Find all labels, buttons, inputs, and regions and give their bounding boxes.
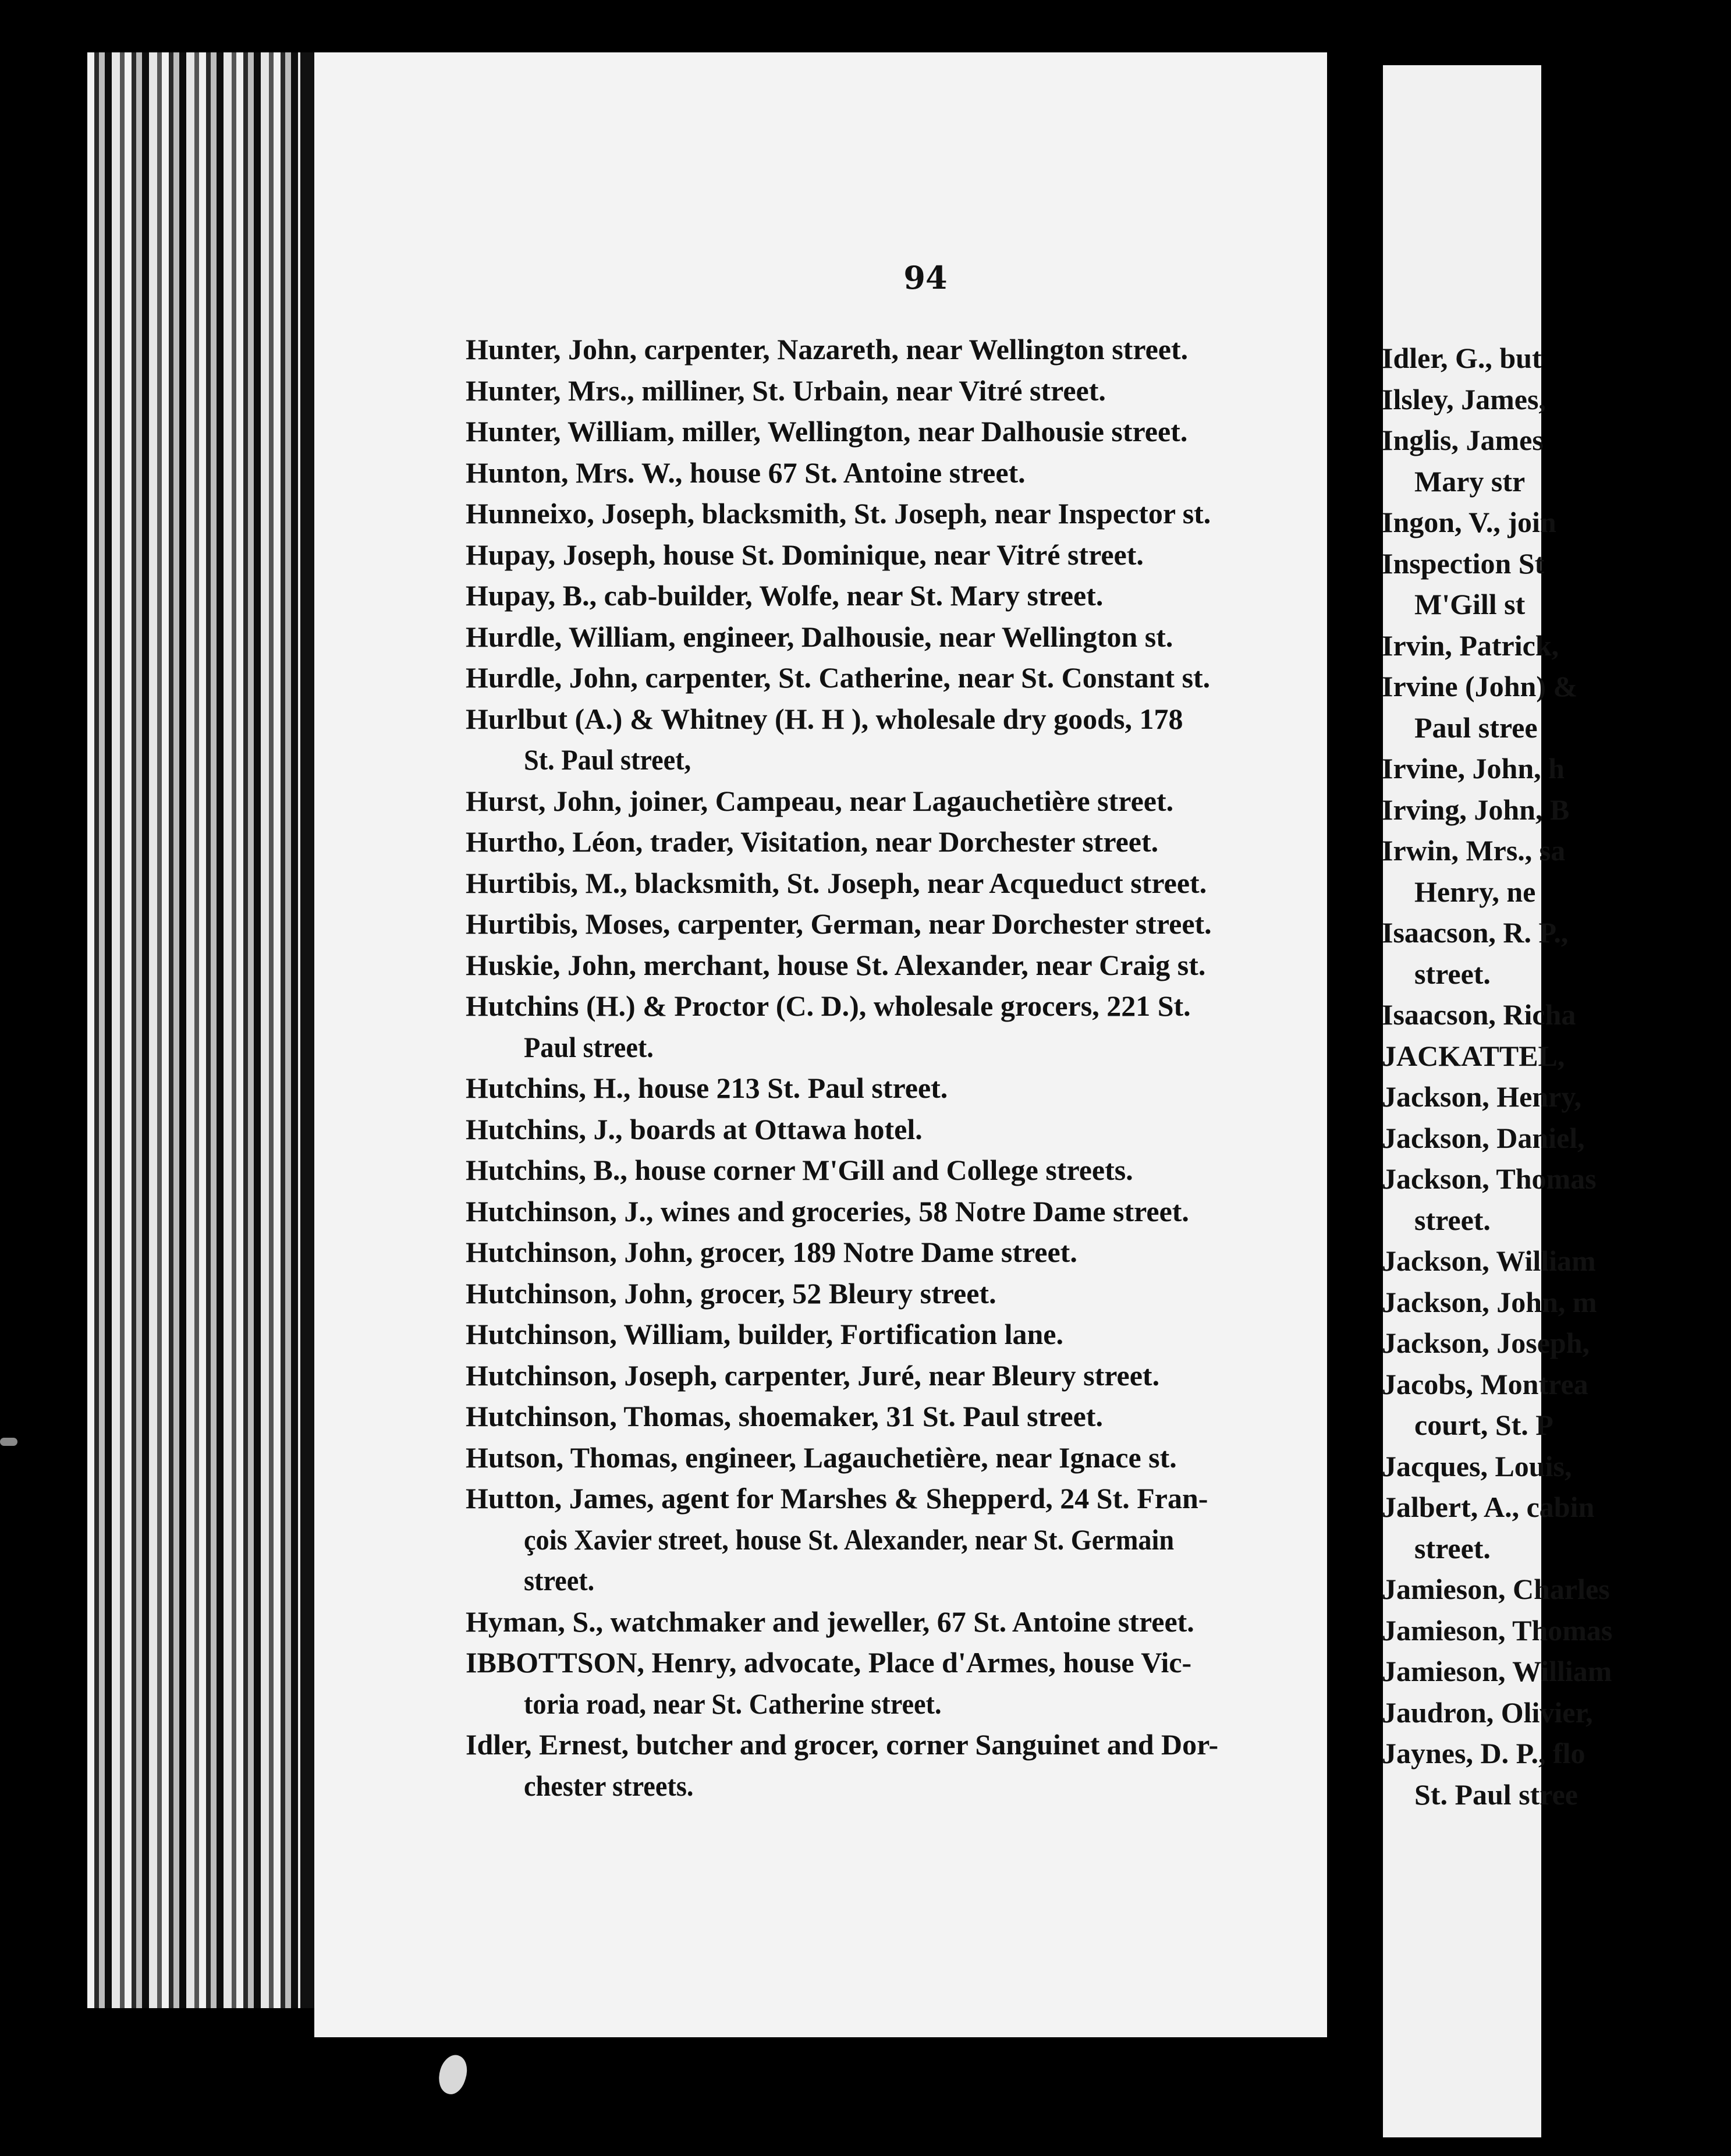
facing-page-line: Henry, ne <box>1414 875 1536 908</box>
directory-entry: Huskie, John, merchant, house St. Alexander, near Craig st. <box>466 948 1206 981</box>
facing-page-line: Isaacson, R. P., <box>1382 916 1569 949</box>
facing-page-line: Jackson, John, m <box>1382 1285 1597 1318</box>
book-gutter <box>1327 52 1383 2156</box>
directory-entry: Hutton, James, agent for Marshes & Shepperd, 24 St. Fran- <box>466 1482 1208 1515</box>
page-fore-edge <box>87 52 314 2008</box>
facing-page-line: Ilsley, James, <box>1382 382 1546 416</box>
facing-page-line: M'Gill st <box>1414 588 1526 620</box>
directory-entry: Hutchins, H., house 213 St. Paul street. <box>466 1072 948 1104</box>
directory-entry: Hurst, John, joiner, Campeau, near Lagauchetière street. <box>466 784 1174 817</box>
directory-entry: Idler, Ernest, butcher and grocer, corner Sanguinet and Dor- <box>466 1728 1219 1761</box>
directory-entry: Hutchins, B., house corner M'Gill and College streets. <box>466 1154 1133 1186</box>
facing-page-line: St. Paul stree <box>1414 1778 1578 1811</box>
facing-page-line: Jaynes, D. P., flo <box>1382 1737 1585 1770</box>
facing-page-line: court, St. P <box>1414 1409 1553 1441</box>
facing-page-entries <box>1382 338 1731 1815</box>
directory-entry: Hutchinson, J., wines and groceries, 58 Notre Dame street. <box>466 1194 1189 1228</box>
facing-page-line: Jackson, Henry, <box>1382 1080 1582 1113</box>
directory-entry: Hunter, William, miller, Wellington, near Dalhousie street. <box>466 415 1188 448</box>
directory-entry: Hurlbut (A.) & Whitney (H. H ), wholesale dry goods, 178 <box>466 702 1183 735</box>
facing-page-line: Inglis, James <box>1382 424 1544 456</box>
facing-page-line: Jamieson, William <box>1382 1655 1612 1687</box>
entry-continuation-line: çois Xavier street, house St. Alexander, near St. Germain <box>524 1523 1175 1556</box>
directory-entry: Hupay, B., cab-builder, Wolfe, near St. Mary street. <box>466 579 1104 612</box>
directory-entry: Hunneixo, Joseph, blacksmith, St. Joseph, near Inspector st. <box>466 497 1211 530</box>
entry-continuation-line: Paul street. <box>524 1030 654 1063</box>
paper-blemish <box>434 2052 472 2098</box>
directory-entry: Hutchinson, John, grocer, 52 Bleury street. <box>466 1276 996 1310</box>
facing-page-line: Jaudron, Olivier, <box>1382 1696 1593 1729</box>
facing-page-line: Jalbert, A., cabin <box>1382 1491 1595 1523</box>
directory-entry: Hunter, John, carpenter, Nazareth, near Wellington street. <box>466 333 1189 366</box>
facing-page-line: Jamieson, Thomas <box>1382 1614 1613 1647</box>
scanner-mark <box>0 1438 17 1446</box>
facing-page-line: Jackson, William <box>1382 1244 1596 1277</box>
directory-entry: Hutchins, J., boards at Ottawa hotel. <box>466 1112 923 1146</box>
facing-page-line: street. <box>1414 1203 1491 1236</box>
entry-continuation-line: toria road, near St. Catherine street. <box>524 1687 942 1720</box>
directory-entry: IBBOTTSON, Henry, advocate, Place d'Armes, house Vic- <box>466 1646 1192 1679</box>
facing-page-line: Irvine (John) & <box>1382 670 1578 703</box>
directory-entry: Hurdle, William, engineer, Dalhousie, near Wellington st. <box>466 620 1173 653</box>
directory-entry: Hutchinson, Joseph, carpenter, Juré, near Bleury street. <box>466 1359 1160 1392</box>
directory-entry: Hurdle, John, carpenter, St. Catherine, near St. Constant st. <box>466 661 1211 694</box>
facing-page-line: Jackson, Joseph, <box>1382 1327 1590 1359</box>
facing-page-line: Paul stree <box>1414 711 1538 744</box>
directory-entries <box>466 329 1315 1806</box>
directory-entry: Hunter, Mrs., milliner, St. Urbain, near Vitré street. <box>466 374 1106 407</box>
facing-page-line: Jacques, Louis, <box>1382 1449 1572 1483</box>
facing-page-line: Irving, John, B <box>1382 793 1570 826</box>
facing-page-line: Mary str <box>1414 464 1526 498</box>
facing-page-line: Inspection St <box>1382 547 1545 580</box>
facing-page-line: Isaacson, Richa <box>1382 998 1576 1031</box>
facing-page-line: Ingon, V., join <box>1382 506 1556 538</box>
facing-page <box>1382 65 1613 2137</box>
directory-entry: Hutchins (H.) & Proctor (C. D.), wholesale grocers, 221 St. <box>466 990 1191 1022</box>
directory-entry: Hurtibis, Moses, carpenter, German, near Dorchester street. <box>466 907 1212 940</box>
facing-page-line: street. <box>1414 1531 1491 1565</box>
facing-page-line: Irvine, John, h <box>1382 752 1565 785</box>
directory-entry: Hunton, Mrs. W., house 67 St. Antoine street. <box>466 456 1026 489</box>
directory-entry: Hutson, Thomas, engineer, Lagauchetière, near Ignace st. <box>466 1441 1177 1474</box>
directory-entry: Hurtho, Léon, trader, Visitation, near Dorchester street. <box>466 825 1159 858</box>
facing-page-line: street. <box>1414 957 1491 990</box>
facing-page-line: JACKATTEL, <box>1382 1039 1565 1072</box>
page-number: 94 <box>903 259 948 296</box>
directory-entry: Hutchinson, Thomas, shoemaker, 31 St. Paul street. <box>466 1400 1104 1432</box>
directory-entry: Hupay, Joseph, house St. Dominique, near Vitré street. <box>466 538 1144 571</box>
facing-page-line: Jackson, Daniel, <box>1382 1121 1585 1154</box>
entry-continuation-line: chester streets. <box>524 1769 694 1802</box>
directory-entry: Hutchinson, William, builder, Fortification lane. <box>466 1318 1063 1350</box>
entry-continuation-line: St. Paul street, <box>524 743 691 776</box>
directory-entry: Hyman, S., watchmaker and jeweller, 67 St. Antoine street. <box>466 1605 1194 1638</box>
facing-page-line: Idler, G., but <box>1382 342 1542 374</box>
directory-entry: Hutchinson, John, grocer, 189 Notre Dame street. <box>466 1236 1077 1268</box>
facing-page-line: Irvin, Patrick, <box>1382 629 1559 662</box>
facing-page-line: Jacobs, Montrea <box>1382 1367 1588 1400</box>
facing-page-line: Jamieson, Charles <box>1382 1573 1610 1605</box>
facing-page-line: Jackson, Thomas <box>1382 1162 1597 1195</box>
entry-continuation-line: street. <box>524 1564 595 1597</box>
facing-page-line: Irwin, Mrs., sa <box>1382 834 1566 867</box>
directory-entry: Hurtibis, M., blacksmith, St. Joseph, near Acqueduct street. <box>466 866 1207 899</box>
